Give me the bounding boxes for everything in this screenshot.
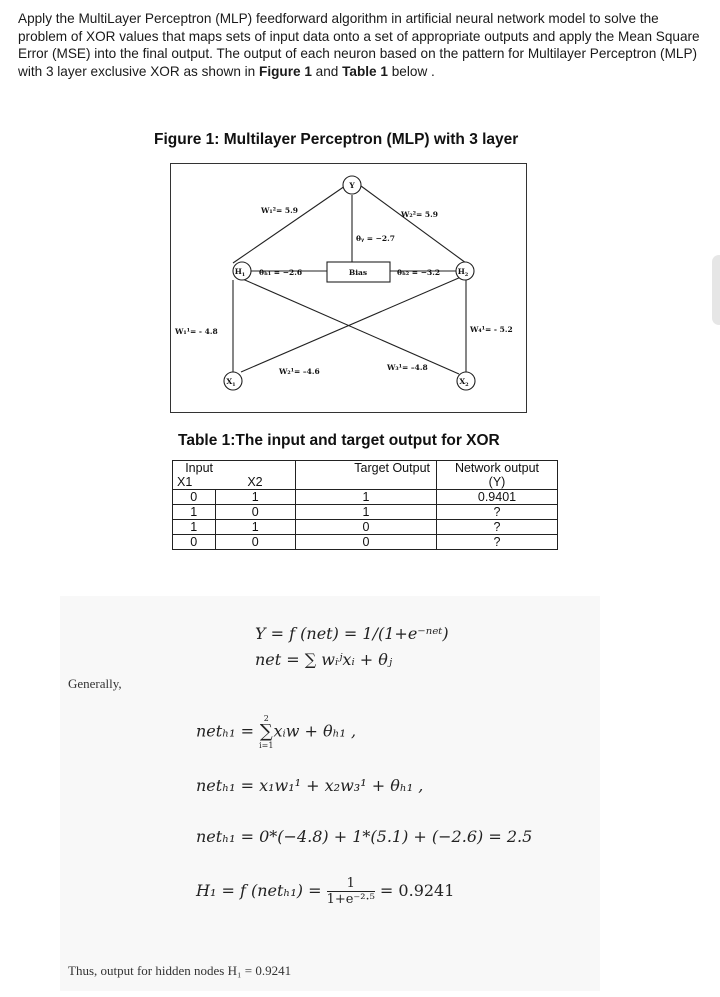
equation-net-h1-value: netₕ₁ = 0*(−4.8) + 1*(5.1) + (−2.6) = 2.5	[196, 827, 533, 846]
cell-x2: 1	[215, 490, 296, 505]
conclusion-text: Thus, output for hidden nodes H₁ = 0.9241	[68, 963, 292, 978]
table-row	[173, 520, 558, 535]
intro-end: below .	[387, 63, 435, 79]
cell-x2: 0	[215, 535, 296, 550]
header-target: Target Output	[296, 461, 437, 476]
generally-label: Generally,	[68, 676, 122, 691]
node-h1-label: H	[234, 267, 242, 276]
cell-target: 0	[296, 535, 437, 550]
cell-target: 0	[296, 520, 437, 535]
xor-table	[172, 460, 558, 550]
theta-h2: θₕ₂ = −3.2	[397, 268, 441, 277]
table-ref: Table 1	[342, 63, 388, 79]
subheader-x2: X2	[215, 475, 296, 490]
weight-w4-1: W₄¹= - 5.2	[470, 325, 513, 334]
cell-output: ?	[437, 520, 558, 535]
cell-output: 0.9401	[437, 490, 558, 505]
node-x1-label: X	[226, 377, 233, 386]
intro-text: Apply the MultiLayer Perceptron (MLP) feedforward algorithm in artificial neural network model to solve the problem of XOR values that maps sets of input data onto a set of appropriate outputs and apply the Mean Square Error (MSE) into the final output. The output of each neuron based on the pattern for Multilayer Perceptron (MLP) with 3 layer exclusive XOR as shown in	[18, 11, 700, 79]
fraction-numerator: 1	[327, 876, 375, 892]
node-x2-label: X	[459, 377, 466, 386]
subheader-x1: X1	[173, 475, 216, 490]
figure-title: Figure 1: Multilayer Perceptron (MLP) with 3 layer	[154, 131, 519, 148]
edge-y-h2	[361, 186, 466, 263]
cell-x1: 1	[173, 505, 216, 520]
eq6-lhs: H₁ = f (netₕ₁) =	[196, 881, 327, 900]
sigma-top: 2	[263, 714, 269, 723]
node-x1-sub: 1	[232, 382, 236, 388]
node-h1-sub: 1	[241, 272, 246, 278]
equation-net-h1-sum	[196, 714, 356, 750]
eq3-lhs: netₕ₁ =	[196, 721, 260, 741]
theta-y: θᵧ = −2.7	[356, 234, 395, 243]
cell-target: 1	[296, 490, 437, 505]
mlp-diagram-svg	[171, 164, 528, 414]
node-y-label: Y	[349, 181, 355, 190]
weight-w1-2: W₁²= 5.9	[261, 206, 298, 215]
fraction-denominator: 1+e⁻²·⁵	[326, 892, 375, 907]
table-row	[173, 505, 558, 520]
node-bias-label: Bias	[348, 268, 368, 277]
scrollbar-thumb[interactable]	[712, 255, 720, 325]
weight-w3-1: W₃¹= –4.8	[387, 363, 428, 372]
cell-x1: 0	[173, 535, 216, 550]
equation-h1-output	[196, 876, 454, 907]
edge-y-h1	[233, 186, 345, 263]
weight-w2-1: W₂¹= –4.6	[279, 367, 320, 376]
cell-x2: 0	[215, 505, 296, 520]
cell-x1: 1	[173, 520, 216, 535]
cell-output: ?	[437, 535, 558, 550]
theta-h1: θₕ₁ = −2.6	[259, 268, 303, 277]
subheader-y: (Y)	[437, 475, 558, 490]
cell-target: 1	[296, 505, 437, 520]
mlp-diagram	[170, 163, 527, 413]
weight-w1-1: W₁¹= - 4.8	[175, 327, 218, 336]
intro-paragraph	[18, 10, 708, 80]
fraction	[327, 876, 375, 907]
header-input: Input	[173, 461, 216, 476]
table-row	[173, 490, 558, 505]
sigma-symbol: ∑	[259, 721, 273, 742]
cell-x2: 1	[215, 520, 296, 535]
eq6-rhs: = 0.9241	[374, 881, 455, 900]
figure-ref: Figure 1	[259, 63, 312, 79]
node-x2-sub: 2	[465, 382, 469, 388]
header-network: Network output	[437, 461, 558, 476]
node-h2-sub: 2	[464, 272, 469, 278]
eq3-rhs: xᵢw + θₕ₁ ,	[273, 721, 357, 741]
equation-net-h1-expanded: netₕ₁ = x₁w₁¹ + x₂w₃¹ + θₕ₁ ,	[196, 776, 424, 795]
cell-x1: 0	[173, 490, 216, 505]
equation-activation: Y = f (net) = 1/(1+e⁻ⁿᵉᵗ)	[255, 624, 449, 643]
equation-net: net = ∑ wᵢʲxᵢ + θⱼ	[255, 650, 393, 669]
edge-x1-h2	[241, 277, 461, 372]
cell-output: ?	[437, 505, 558, 520]
table-row	[173, 535, 558, 550]
sigma-block	[259, 714, 273, 750]
intro-and: and	[311, 63, 343, 79]
sigma-bottom: i=1	[259, 741, 274, 750]
table-title: Table 1:The input and target output for XOR	[178, 432, 500, 449]
weight-w2-2: W₂²= 5.9	[401, 210, 438, 219]
node-h2-label: H	[457, 267, 465, 276]
